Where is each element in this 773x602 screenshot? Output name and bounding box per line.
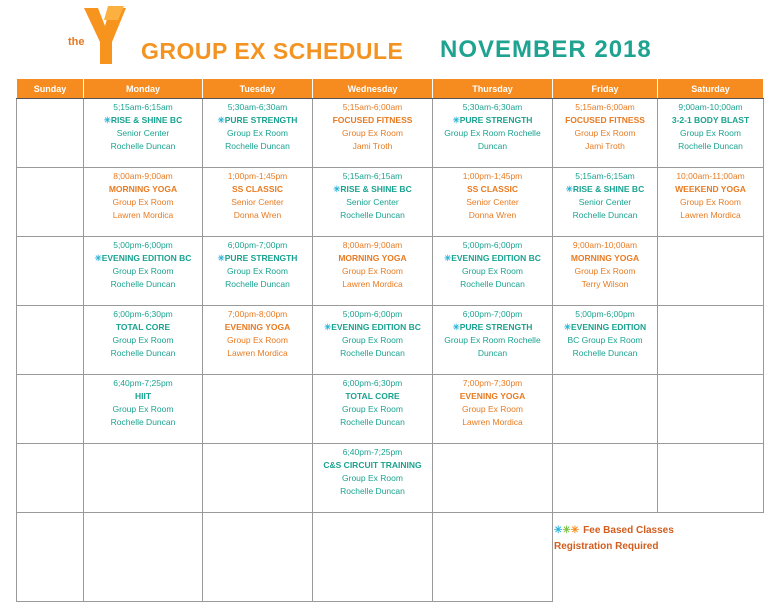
class-room: Senior Center <box>231 197 284 207</box>
class-entry-wednesday <box>313 375 433 444</box>
class-entry-wednesday <box>313 306 433 375</box>
fee-legend-block <box>554 515 674 555</box>
class-name: PURE STRENGTH <box>459 115 533 125</box>
class-time: 6;00pm-7;00pm <box>462 309 523 319</box>
class-name-line <box>554 252 656 265</box>
class-name-line <box>314 321 431 334</box>
schedule-cell-sunday <box>17 513 84 602</box>
class-time: 5;30am-6;30am <box>227 102 288 112</box>
class-instructor: Rochelle Duncan <box>340 486 405 496</box>
class-name-line <box>314 183 431 196</box>
class-name-line <box>659 183 762 196</box>
class-entry-monday <box>84 99 203 168</box>
schedule-row <box>17 99 764 168</box>
fee-based-star-icon: ✳ <box>103 115 111 125</box>
day-header-wednesday: Wednesday <box>313 79 433 99</box>
class-instructor: Donna Wren <box>468 210 517 220</box>
class-room: Senior Center <box>116 128 170 138</box>
class-name: RISE & SHINE BC <box>110 115 183 125</box>
class-time: 8;00am-9;00am <box>342 240 403 250</box>
class-name-line <box>659 114 762 127</box>
class-name: EVENING EDITION <box>571 322 647 332</box>
day-header-saturday: Saturday <box>658 79 764 99</box>
day-header-monday: Monday <box>84 79 203 99</box>
schedule-row <box>17 513 764 602</box>
class-instructor: Rochelle Duncan <box>678 141 743 151</box>
schedule-cell-sunday <box>17 375 84 444</box>
class-time: 6;40pm-7;25pm <box>342 447 403 457</box>
class-room: Group Ex Room Rochelle <box>444 128 541 138</box>
class-instructor: Lawren Mordica <box>112 210 174 220</box>
class-instructor: Lawren Mordica <box>680 210 741 220</box>
class-instructor: Rochelle Duncan <box>110 279 176 289</box>
schedule-row <box>17 168 764 237</box>
class-instructor: Lawren Mordica <box>227 348 288 358</box>
class-room: Senior Center <box>466 197 519 207</box>
class-name: MORNING YOGA <box>570 253 640 263</box>
page-title: GROUP EX SCHEDULE <box>141 38 404 64</box>
class-entry-thursday <box>433 375 553 444</box>
class-name-line <box>554 183 656 196</box>
fee-based-star-icon: ✳ <box>324 322 332 332</box>
class-time: 5;15am-6;15am <box>113 102 173 112</box>
class-name: WEEKEND YOGA <box>675 184 746 194</box>
class-name-line <box>314 459 431 472</box>
schedule-cell-sunday <box>17 444 84 513</box>
class-name: PURE STRENGTH <box>224 115 298 125</box>
schedule-cell-tuesday <box>203 444 313 513</box>
schedule-cell-thursday <box>433 513 553 602</box>
class-name-line <box>204 252 311 265</box>
class-name-line <box>554 114 656 127</box>
schedule-row <box>17 237 764 306</box>
class-time: 5;00pm-6;00pm <box>342 309 403 319</box>
class-name-line <box>434 183 551 196</box>
fee-based-star-icon: ✳ <box>333 184 341 194</box>
day-header-row <box>17 79 764 99</box>
class-instructor: Jami Troth <box>352 141 393 151</box>
class-room: Group Ex Room <box>680 197 741 207</box>
class-room: Group Ex Room <box>342 128 403 138</box>
class-instructor: Rochelle Duncan <box>340 210 405 220</box>
class-name-line <box>85 252 201 265</box>
schedule-table <box>16 78 764 602</box>
class-time: 10;00am-11;00am <box>676 171 745 181</box>
class-room: Group Ex Room <box>227 335 288 345</box>
class-instructor: Rochelle Duncan <box>340 417 405 427</box>
ymca-logo <box>60 6 140 68</box>
class-time: 1;00pm-1;45pm <box>462 171 523 181</box>
schedule-cell-tuesday <box>203 513 313 602</box>
class-name: PURE STRENGTH <box>459 322 533 332</box>
class-name: RISE & SHINE BC <box>340 184 412 194</box>
class-room: Group Ex Room <box>342 404 403 414</box>
class-entry-saturday <box>658 168 764 237</box>
fee-star-icon: ✳ <box>570 525 580 536</box>
class-entry-tuesday <box>203 168 313 237</box>
schedule-cell-monday <box>84 444 203 513</box>
schedule-cell-sunday <box>17 99 84 168</box>
class-room: Group Ex Room <box>112 197 174 207</box>
class-time: 5;15am-6;15am <box>342 171 403 181</box>
class-room: Group Ex Room <box>680 128 741 138</box>
schedule-cell-thursday <box>433 444 553 513</box>
schedule-cell-saturday <box>658 375 764 444</box>
class-entry-friday <box>553 237 658 306</box>
class-name: TOTAL CORE <box>115 322 171 332</box>
class-room: BC Group Ex Room <box>567 335 643 345</box>
class-name: 3-2-1 BODY BLAST <box>671 115 750 125</box>
logo-text: the <box>68 36 85 48</box>
class-time: 9;00am-10;00am <box>572 240 638 250</box>
class-instructor: Rochelle Duncan <box>110 417 176 427</box>
class-entry-monday <box>84 375 203 444</box>
schedule-cell-tuesday <box>203 375 313 444</box>
class-time: 6;00pm-6;30pm <box>113 309 173 319</box>
class-name-line <box>314 114 431 127</box>
schedule-row <box>17 306 764 375</box>
fee-legend-note: Registration Required <box>554 541 659 552</box>
class-entry-wednesday <box>313 168 433 237</box>
schedule-cell-sunday <box>17 306 84 375</box>
class-name: MORNING YOGA <box>338 253 407 263</box>
schedule-cell-monday <box>84 513 203 602</box>
class-name: HIIT <box>134 391 152 401</box>
day-header-thursday: Thursday <box>433 79 553 99</box>
class-instructor: Rochelle Duncan <box>460 279 525 289</box>
class-instructor: Jami Troth <box>585 141 625 151</box>
class-time: 7;00pm-7;30pm <box>462 378 523 388</box>
class-name: EVENING YOGA <box>224 322 291 332</box>
class-instructor: Duncan <box>477 141 508 151</box>
class-entry-friday <box>553 168 658 237</box>
class-instructor: Rochelle Duncan <box>225 141 290 151</box>
class-name: FOCUSED FITNESS <box>332 115 413 125</box>
class-instructor: Terry Wilson <box>581 279 629 289</box>
class-entry-tuesday <box>203 99 313 168</box>
class-name: RISE & SHINE BC <box>572 184 645 194</box>
schedule-cell-saturday <box>658 444 764 513</box>
class-entry-friday <box>553 306 658 375</box>
day-header-friday: Friday <box>553 79 658 99</box>
class-time: 5;00pm-6;00pm <box>113 240 173 250</box>
class-room: Group Ex Room <box>462 404 523 414</box>
class-name-line <box>204 321 311 334</box>
schedule-cell-sunday <box>17 168 84 237</box>
class-room: Group Ex Room Rochelle <box>444 335 541 345</box>
class-name: MORNING YOGA <box>108 184 178 194</box>
month-label: NOVEMBER 2018 <box>440 36 652 63</box>
fee-based-star-icon: ✳ <box>444 253 452 263</box>
class-entry-thursday <box>433 168 553 237</box>
class-room: Senior Center <box>346 197 399 207</box>
class-name: PURE STRENGTH <box>224 253 298 263</box>
class-time: 1;00pm-1;45pm <box>227 171 288 181</box>
class-time: 5;15am-6;15am <box>575 171 635 181</box>
class-room: Group Ex Room <box>574 266 636 276</box>
class-name-line <box>434 321 551 334</box>
fee-legend <box>553 513 674 602</box>
class-time: 8;00am-9;00am <box>113 171 173 181</box>
day-header-sunday: Sunday <box>17 79 84 99</box>
class-instructor: Rochelle Duncan <box>225 279 290 289</box>
class-room: Senior Center <box>578 197 632 207</box>
class-name-line <box>554 321 656 334</box>
class-entry-wednesday <box>313 444 433 513</box>
class-name: EVENING YOGA <box>459 391 526 401</box>
schedule-cell-friday <box>553 375 658 444</box>
schedule-row <box>17 444 764 513</box>
class-time: 9;00am-10;00am <box>678 102 743 112</box>
class-time: 5;30am-6;30am <box>462 102 523 112</box>
class-time: 5;15am-6;00am <box>575 102 635 112</box>
class-room: Group Ex Room <box>462 266 523 276</box>
class-name-line <box>85 390 201 403</box>
schedule-cell-saturday <box>658 237 764 306</box>
class-room: Group Ex Room <box>112 335 174 345</box>
day-header-tuesday: Tuesday <box>203 79 313 99</box>
class-room: Group Ex Room <box>227 266 288 276</box>
schedule-cell-friday <box>553 444 658 513</box>
class-name: FOCUSED FITNESS <box>565 115 645 125</box>
class-entry-thursday <box>433 306 553 375</box>
class-entry-monday <box>84 306 203 375</box>
fee-based-star-icon: ✳ <box>452 322 460 332</box>
schedule-row <box>17 375 764 444</box>
class-name: SS CLASSIC <box>231 184 283 194</box>
class-instructor: Lawren Mordica <box>462 417 523 427</box>
fee-star-icon: ✳ <box>554 525 563 536</box>
class-name-line <box>85 183 201 196</box>
class-entry-monday <box>84 237 203 306</box>
class-room: Group Ex Room <box>342 335 403 345</box>
fee-based-star-icon: ✳ <box>452 115 460 125</box>
class-entry-saturday <box>658 99 764 168</box>
class-room: Group Ex Room <box>342 266 403 276</box>
class-name-line <box>434 252 551 265</box>
class-instructor: Duncan <box>477 348 508 358</box>
class-name: EVENING EDITION BC <box>451 253 541 263</box>
class-time: 6;40pm-7;25pm <box>113 378 173 388</box>
class-instructor: Rochelle Duncan <box>572 210 638 220</box>
schedule-cell-wednesday <box>313 513 433 602</box>
class-name: EVENING EDITION BC <box>331 322 421 332</box>
fee-based-star-icon: ✳ <box>565 184 573 194</box>
class-time: 6;00pm-6;30pm <box>342 378 403 388</box>
class-name: SS CLASSIC <box>466 184 518 194</box>
class-time: 6;00pm-7;00pm <box>227 240 288 250</box>
class-entry-wednesday <box>313 99 433 168</box>
fee-based-star-icon: ✳ <box>94 253 102 263</box>
schedule-cell-saturday <box>658 306 764 375</box>
fee-based-star-icon: ✳ <box>217 115 225 125</box>
class-instructor: Donna Wren <box>233 210 282 220</box>
class-name: TOTAL CORE <box>345 391 400 401</box>
class-entry-tuesday <box>203 237 313 306</box>
class-time: 5;15am-6;00am <box>342 102 403 112</box>
class-entry-friday <box>553 99 658 168</box>
fee-legend-line <box>554 523 674 539</box>
class-entry-thursday <box>433 237 553 306</box>
fee-star-icon: ✳ <box>562 525 571 536</box>
class-entry-monday <box>84 168 203 237</box>
class-name-line <box>434 114 551 127</box>
schedule-cell-sunday <box>17 237 84 306</box>
class-room: Group Ex Room <box>227 128 288 138</box>
class-name: C&S CIRCUIT TRAINING <box>323 460 422 470</box>
class-entry-thursday <box>433 99 553 168</box>
class-time: 7;00pm-8;00pm <box>227 309 288 319</box>
class-entry-tuesday <box>203 306 313 375</box>
class-instructor: Rochelle Duncan <box>110 141 176 151</box>
class-room: Group Ex Room <box>342 473 403 483</box>
class-name-line <box>314 390 431 403</box>
fee-based-star-icon: ✳ <box>217 253 225 263</box>
class-name-line <box>85 321 201 334</box>
class-instructor: Rochelle Duncan <box>340 348 405 358</box>
class-name-line <box>204 183 311 196</box>
class-name: EVENING EDITION BC <box>101 253 192 263</box>
class-instructor: Rochelle Duncan <box>572 348 638 358</box>
class-instructor: Rochelle Duncan <box>110 348 176 358</box>
fee-legend-text: Fee Based Classes <box>583 525 674 536</box>
class-name-line <box>204 114 311 127</box>
class-name-line <box>314 252 431 265</box>
class-time: 5;00pm-6;00pm <box>575 309 635 319</box>
class-instructor: Lawren Mordica <box>342 279 403 289</box>
class-entry-wednesday <box>313 237 433 306</box>
class-name-line <box>434 390 551 403</box>
class-time: 5;00pm-6;00pm <box>462 240 523 250</box>
fee-based-star-icon: ✳ <box>563 322 572 332</box>
class-room: Group Ex Room <box>574 128 636 138</box>
class-room: Group Ex Room <box>112 266 174 276</box>
class-name-line <box>85 114 201 127</box>
class-room: Group Ex Room <box>112 404 174 414</box>
